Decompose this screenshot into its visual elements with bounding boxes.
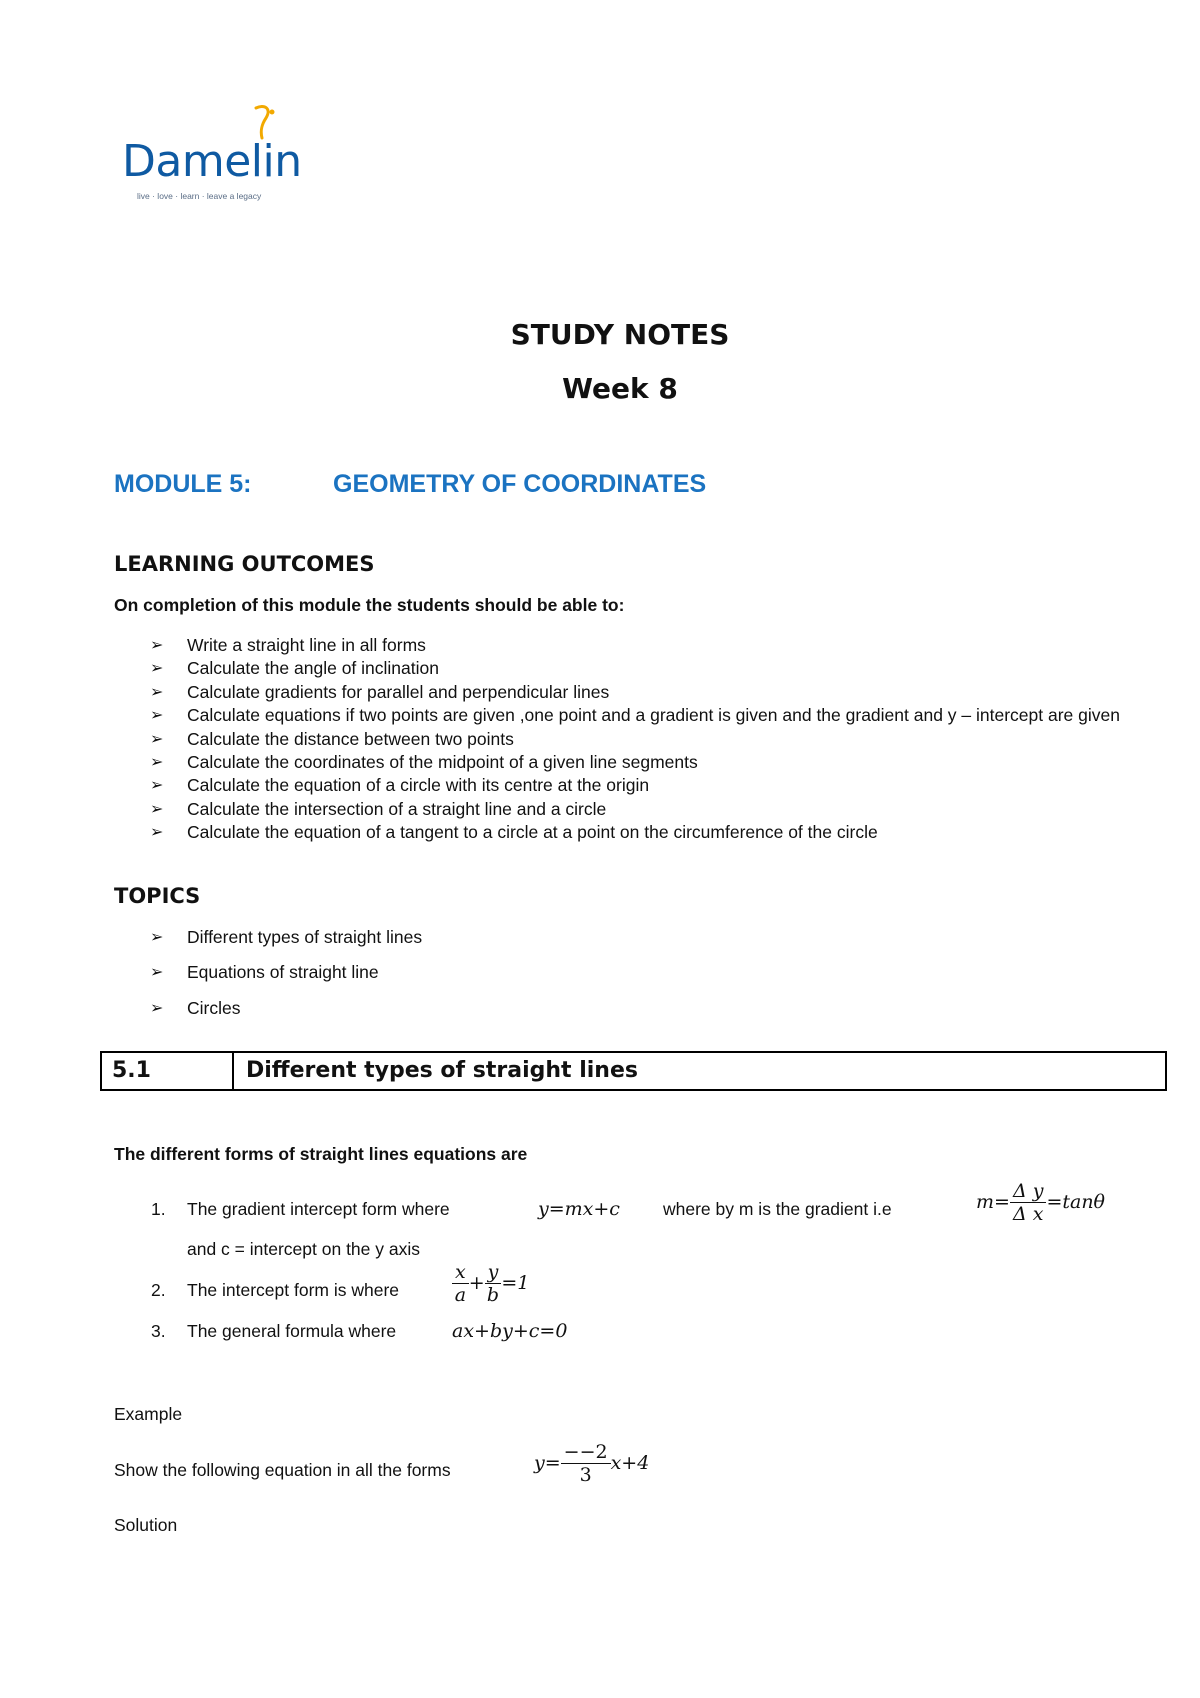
example-text: Show the following equation in all the forms [114,1460,451,1480]
form-2-number: 2. [151,1280,166,1300]
list-item: ➢ Calculate the intersection of a straight line and a circle [150,798,1140,821]
learning-outcomes-intro: On completion of this module the students should be able to: [114,595,625,615]
intercept-formula: $\frac{x}{a}$ + $\frac{y}{b}$ =1 [452,1263,529,1305]
form-1-line2: and c = intercept on the y axis [187,1239,420,1259]
learning-outcomes-list [150,634,1140,845]
section-title: Different types of straight lines [246,1058,638,1083]
form-2-text: The intercept form is where [187,1280,400,1300]
list-item: ➢ Calculate the equation of a circle with its centre at the origin [150,774,1140,797]
form-1-number: 1. [151,1199,166,1219]
arrow-bullet-icon: ➢ [150,730,164,748]
damelin-logo [122,104,312,204]
module-name: GEOMETRY OF COORDINATES [333,470,707,498]
logo-tagline: live · love · learn · leave a legacy [137,191,262,201]
logo-swirl-icon [250,104,280,140]
general-formula: ax+by+c=0 [452,1320,568,1342]
arrow-bullet-icon: ➢ [150,777,164,795]
form-3-text: The general formula where [187,1321,397,1341]
section-header-box [100,1051,1167,1091]
example-equation: y= $\frac{--2}{3}$ x+4 [534,1441,650,1486]
gradient-numerator: Δ y [1010,1182,1047,1203]
logo-wordmark: Damelin [122,136,302,187]
arrow-bullet-icon: ➢ [150,824,164,842]
list-item: ➢ Calculate the distance between two points [150,728,1140,751]
module-label: MODULE 5: [114,470,252,498]
page-subtitle: Week 8 [562,372,678,405]
page-title: STUDY NOTES [510,318,730,351]
topics-list [150,926,1140,1032]
arrow-bullet-icon: ➢ [150,929,164,946]
arrow-bullet-icon: ➢ [150,660,164,678]
learning-outcomes-heading: LEARNING OUTCOMES [114,552,375,576]
form-1-text2: where by m is the gradient i.e [663,1199,892,1219]
arrow-bullet-icon: ➢ [150,683,164,701]
list-item: ➢ Equations of straight line [150,961,1140,984]
list-item: ➢ Write a straight line in all forms [150,634,1140,657]
list-item: ➢ Different types of straight lines [150,926,1140,949]
example-label: Example [114,1404,183,1424]
arrow-bullet-icon: ➢ [150,800,164,818]
list-item: ➢ Calculate the coordinates of the midpoint of a given line segments [150,751,1140,774]
arrow-bullet-icon: ➢ [150,707,164,725]
form-1-text: The gradient intercept form where [187,1199,450,1219]
list-item: ➢ Calculate equations if two points are given ,one point and a gradient is given and the gradient and y – intercept are given [150,704,1140,727]
forms-intro: The different forms of straight lines equations are [114,1144,528,1164]
list-item: ➢ Calculate gradients for parallel and perpendicular lines [150,681,1140,704]
arrow-bullet-icon: ➢ [150,999,164,1017]
arrow-bullet-icon: ➢ [150,964,164,982]
form-3-number: 3. [151,1321,166,1341]
solution-label: Solution [114,1515,178,1535]
list-item: ➢ Calculate the angle of inclination [150,657,1140,680]
list-item: ➢ Circles [150,997,1140,1020]
gradient-formula: m= $\frac{\text{Δ y}}{\text{Δ x}}$ =tanθ [976,1180,1105,1225]
arrow-bullet-icon: ➢ [150,637,164,654]
arrow-bullet-icon: ➢ [150,754,164,772]
list-item: ➢ Calculate the equation of a tangent to a circle at a point on the circumference of the circle [150,821,1140,844]
topics-heading: TOPICS [114,884,201,908]
form-1-equation: y=mx+c [538,1198,620,1220]
section-number: 5.1 [102,1053,234,1089]
gradient-denominator: Δ x [1012,1203,1044,1225]
